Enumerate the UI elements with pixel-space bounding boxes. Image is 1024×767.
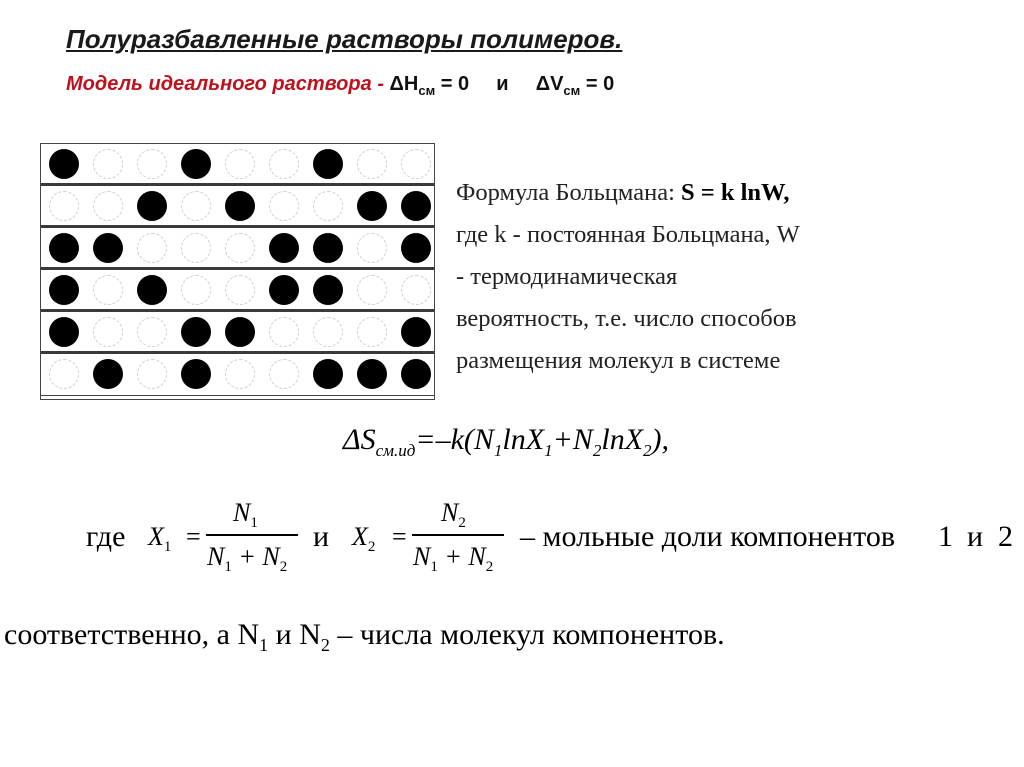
v-equals-zero: = 0: [585, 73, 615, 95]
ideal-solution-subtitle: [66, 73, 614, 98]
filled-molecule: [137, 191, 167, 221]
delta-symbol-2: Δ: [535, 73, 551, 95]
filled-molecule: [181, 149, 211, 179]
filled-molecule: [269, 233, 299, 263]
h-subscript: см: [418, 83, 436, 98]
filled-molecule: [225, 317, 255, 347]
where-word: где: [86, 520, 126, 553]
filled-molecule: [181, 359, 211, 389]
entropy-x2-subscript: 2: [643, 441, 652, 460]
empty-site: [181, 275, 211, 305]
boltzmann-line-5: размещения молекул в системе: [456, 347, 781, 374]
x1-den-sub1: 1: [224, 559, 232, 576]
h-symbol: H: [403, 73, 419, 95]
x2-num-letter: N: [441, 498, 459, 527]
x2-numerator: [441, 498, 466, 532]
lattice-row: [41, 186, 434, 228]
entropy-n2-subscript: 2: [592, 441, 602, 460]
filled-molecule: [357, 191, 387, 221]
empty-site: [93, 275, 123, 305]
empty-site: [93, 149, 123, 179]
empty-site: [137, 233, 167, 263]
empty-site: [357, 275, 387, 305]
x2-num-subscript: 2: [458, 515, 466, 532]
x1-den-sub2: 2: [279, 559, 288, 576]
empty-site: [401, 149, 431, 179]
entropy-ln-x1: lnX: [502, 423, 545, 456]
filled-molecule: [401, 233, 431, 263]
subtitle-and: и: [496, 73, 509, 95]
entropy-s-subscript: см.ид: [375, 441, 416, 460]
subtitle-dash: -: [377, 73, 384, 95]
entropy-of-mixing-formula: [343, 423, 669, 461]
empty-site: [225, 275, 255, 305]
footer-n2-subscript: 2: [320, 635, 330, 655]
lattice-row: [41, 312, 434, 354]
filled-molecule: [49, 317, 79, 347]
empty-site: [313, 191, 343, 221]
empty-site: [93, 317, 123, 347]
empty-site: [49, 191, 79, 221]
delta-symbol: Δ: [389, 73, 404, 95]
lattice-row: [41, 354, 434, 396]
footer-part-b: и N: [268, 618, 321, 651]
and-word-2: и: [967, 520, 984, 553]
v-subscript: см: [563, 83, 581, 98]
x2-den-plus: + N: [437, 542, 486, 571]
component-number-1: 1: [938, 520, 953, 553]
x1-equals: =: [186, 522, 201, 551]
x1-subscript: 1: [163, 539, 172, 556]
x1-letter: X: [148, 522, 164, 551]
empty-site: [269, 191, 299, 221]
enthalpy-condition: [389, 73, 470, 98]
and-word: и: [313, 520, 330, 553]
x2-den-n1: N: [413, 542, 431, 571]
x1-fraction-bar: [206, 534, 298, 536]
filled-molecule: [137, 275, 167, 305]
empty-site: [49, 359, 79, 389]
empty-site: [225, 359, 255, 389]
boltzmann-formula: S = k lnW: [681, 179, 784, 206]
lattice-row: [41, 228, 434, 270]
subtitle-label: Модель идеального раствора: [66, 73, 372, 95]
footer-part-a: соответственно, а N: [4, 618, 260, 651]
x2-letter: X: [352, 522, 368, 551]
filled-molecule: [269, 275, 299, 305]
empty-site: [269, 359, 299, 389]
molar-fraction-definitions: [0, 490, 1024, 590]
filled-molecule: [225, 191, 255, 221]
x1-variable: [148, 522, 171, 556]
empty-site: [137, 149, 167, 179]
v-symbol: V: [550, 73, 564, 95]
entropy-delta-s: ΔS: [343, 423, 376, 456]
filled-molecule: [181, 317, 211, 347]
empty-site: [137, 359, 167, 389]
filled-molecule: [313, 359, 343, 389]
boltzmann-line-3: - термодинамическая: [456, 263, 678, 290]
empty-site: [357, 233, 387, 263]
boltzmann-text: [456, 172, 976, 382]
empty-site: [225, 149, 255, 179]
entropy-ln-x2: lnX: [601, 423, 644, 456]
empty-site: [357, 149, 387, 179]
lattice-row: [41, 270, 434, 312]
component-number-2: 2: [998, 520, 1013, 553]
page-title: Полуразбавленные растворы полимеров.: [66, 24, 623, 54]
filled-molecule: [313, 149, 343, 179]
footer-line: [4, 618, 725, 656]
entropy-rhs-start: =–k(N: [415, 423, 494, 456]
boltzmann-line-2: где k - постоянная Больцмана, W: [456, 221, 800, 248]
x2-den-sub1: 1: [430, 559, 438, 576]
empty-site: [181, 191, 211, 221]
x1-numerator: [233, 498, 258, 532]
filled-molecule: [49, 233, 79, 263]
x1-den-n1: N: [207, 542, 225, 571]
filled-molecule: [357, 359, 387, 389]
empty-site: [269, 317, 299, 347]
x1-den-plus: + N: [231, 542, 280, 571]
x1-denominator: [207, 542, 287, 576]
boltzmann-comma: ,: [783, 179, 790, 206]
x1-num-letter: N: [233, 498, 251, 527]
filled-molecule: [49, 149, 79, 179]
empty-site: [93, 191, 123, 221]
filled-molecule: [401, 359, 431, 389]
empty-site: [137, 317, 167, 347]
footer-n1-subscript: 1: [259, 635, 269, 655]
filled-molecule: [93, 233, 123, 263]
entropy-plus-n2: +N: [552, 423, 593, 456]
filled-molecule: [401, 317, 431, 347]
filled-molecule: [313, 275, 343, 305]
empty-site: [225, 233, 255, 263]
filled-molecule: [401, 191, 431, 221]
lattice-row: [41, 144, 434, 186]
x1-num-subscript: 1: [250, 515, 258, 532]
volume-condition: [535, 73, 615, 98]
boltzmann-prefix: Формула Больцмана:: [456, 179, 682, 206]
x2-fraction-bar: [412, 534, 504, 536]
entropy-n1-subscript: 1: [493, 441, 503, 460]
boltzmann-line-4: вероятность, т.е. число способов: [456, 305, 797, 332]
x2-equals: =: [392, 522, 407, 551]
footer-part-c: – числа молекул компонентов.: [329, 618, 725, 651]
molar-fraction-description: – мольные доли компонентов: [520, 520, 895, 553]
h-equals-zero: = 0: [440, 73, 470, 95]
filled-molecule: [313, 233, 343, 263]
lattice-diagram: [40, 143, 435, 400]
boltzmann-line-1: [456, 172, 976, 214]
x2-denominator: [413, 542, 493, 576]
x2-subscript: 2: [367, 539, 376, 556]
empty-site: [401, 275, 431, 305]
empty-site: [357, 317, 387, 347]
filled-molecule: [49, 275, 79, 305]
entropy-close: ),: [651, 423, 670, 456]
filled-molecule: [93, 359, 123, 389]
x2-variable: [352, 522, 375, 556]
empty-site: [313, 317, 343, 347]
empty-site: [181, 233, 211, 263]
x2-den-sub2: 2: [485, 559, 494, 576]
entropy-x1-subscript: 1: [544, 441, 553, 460]
empty-site: [269, 149, 299, 179]
